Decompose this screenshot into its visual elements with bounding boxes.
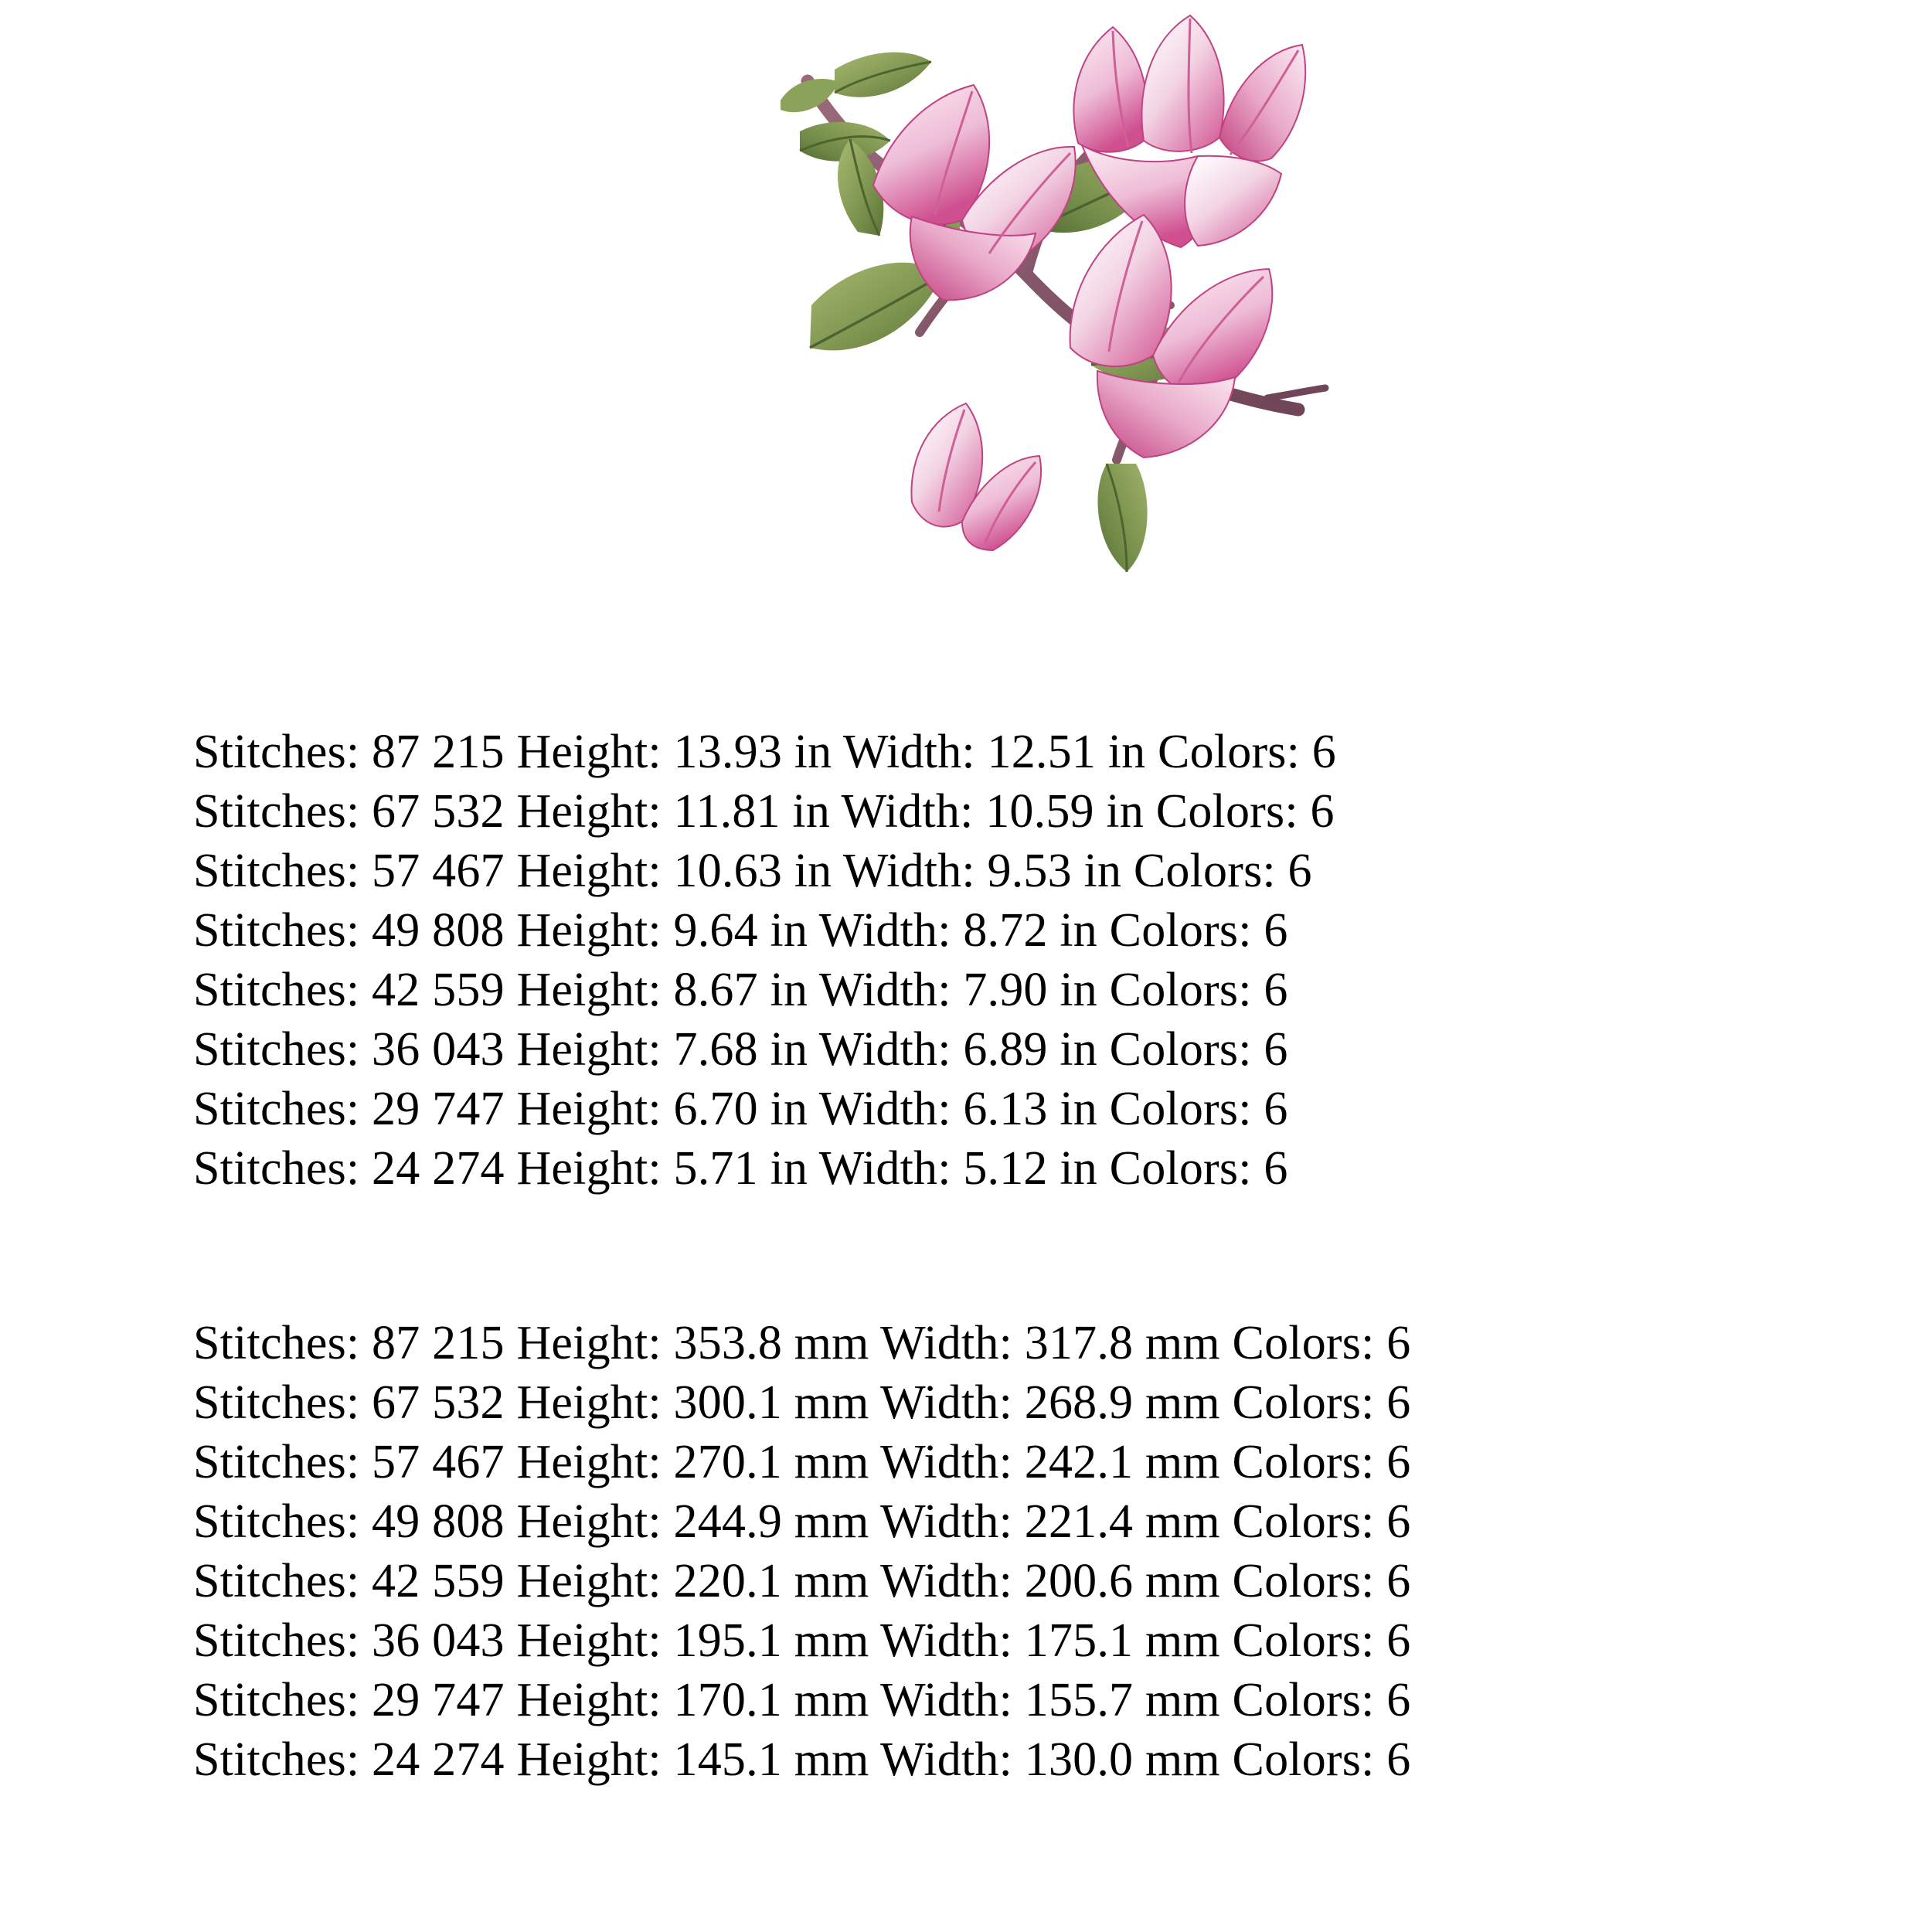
spec-line-mm-8: Stitches: 24 274 Height: 145.1 mm Width: 130.0 mm Colors: 6 bbox=[193, 1733, 1411, 1786]
spec-line-in-4: Stitches: 49 808 Height: 9.64 in Width: 8.72 in Colors: 6 bbox=[193, 904, 1288, 957]
magnolia-bud-lower bbox=[911, 403, 1041, 550]
spec-line-in-2: Stitches: 67 532 Height: 11.81 in Width: 10.59 in Colors: 6 bbox=[193, 785, 1335, 838]
spec-line-mm-6: Stitches: 36 043 Height: 195.1 mm Width: 175.1 mm Colors: 6 bbox=[193, 1614, 1411, 1667]
specs-inches-block bbox=[193, 723, 1816, 1199]
spec-line-in-7: Stitches: 29 747 Height: 6.70 in Width: 6.13 in Colors: 6 bbox=[193, 1083, 1288, 1135]
magnolia-flower-right bbox=[1070, 215, 1273, 457]
specs-mm-block bbox=[193, 1314, 1816, 1790]
spec-line-in-5: Stitches: 42 559 Height: 8.67 in Width: 7.90 in Colors: 6 bbox=[193, 964, 1288, 1016]
spec-line-in-3: Stitches: 57 467 Height: 10.63 in Width: 9.53 in Colors: 6 bbox=[193, 845, 1312, 897]
spec-line-mm-1: Stitches: 87 215 Height: 353.8 mm Width: 317.8 mm Colors: 6 bbox=[193, 1317, 1411, 1369]
spec-line-in-6: Stitches: 36 043 Height: 7.68 in Width: 6.89 in Colors: 6 bbox=[193, 1023, 1288, 1076]
spec-line-mm-4: Stitches: 49 808 Height: 244.9 mm Width: 221.4 mm Colors: 6 bbox=[193, 1495, 1411, 1548]
spec-line-mm-5: Stitches: 42 559 Height: 220.1 mm Width: 200.6 mm Colors: 6 bbox=[193, 1555, 1411, 1607]
spec-line-in-1: Stitches: 87 215 Height: 13.93 in Width: 12.51 in Colors: 6 bbox=[193, 726, 1336, 778]
spec-line-mm-7: Stitches: 29 747 Height: 170.1 mm Width: 155.7 mm Colors: 6 bbox=[193, 1674, 1411, 1726]
spec-line-mm-2: Stitches: 67 532 Height: 300.1 mm Width: 268.9 mm Colors: 6 bbox=[193, 1376, 1411, 1429]
magnolia-embroidery-illustration bbox=[603, 8, 1329, 688]
spec-line-in-8: Stitches: 24 274 Height: 5.71 in Width: 5.12 in Colors: 6 bbox=[193, 1142, 1288, 1195]
spec-line-mm-3: Stitches: 57 467 Height: 270.1 mm Width: 242.1 mm Colors: 6 bbox=[193, 1436, 1411, 1488]
